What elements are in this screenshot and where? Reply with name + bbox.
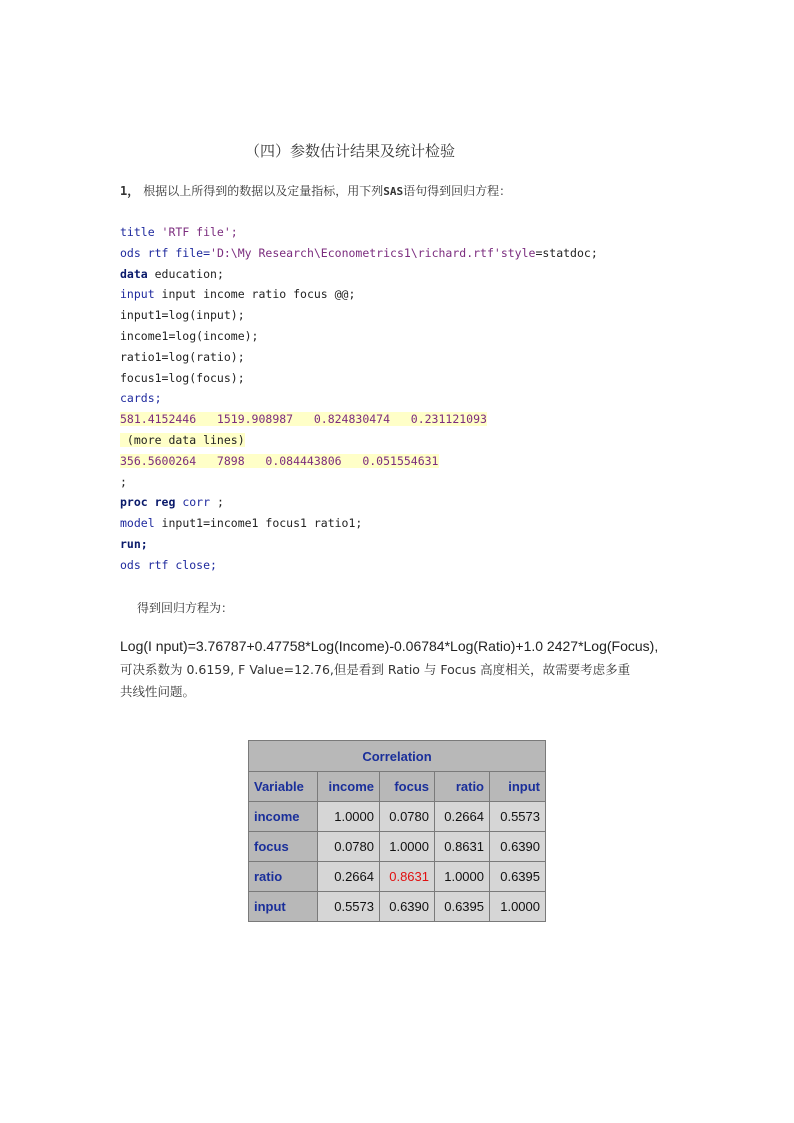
code-keyword: ods rtf close; [120,557,217,572]
section-heading: （四）参数估计结果及统计检验 [245,142,456,160]
code-line-proc [120,492,598,513]
column-header: income [318,772,380,802]
table-cell: 0.5573 [318,892,380,922]
code-keyword: model [120,516,155,531]
code-text: education; [147,266,224,281]
regression-intro: 得到回归方程为： [137,601,234,615]
code-line-input1: input1=log(input); [120,308,245,323]
code-string: 'D:\My Research\Econometrics1\richard.rtf' [210,245,501,260]
table-cell: 0.0780 [318,832,380,862]
code-line-data-row1 [120,409,598,430]
row-header: focus [249,832,318,862]
code-keyword: cards; [120,391,162,406]
column-header: Variable [249,772,318,802]
result-paragraph-line2: 共线性问题。 [120,684,196,699]
table-header-row [249,772,546,802]
table-cell: 0.6390 [490,832,546,862]
code-keyword: style [500,245,536,260]
table-row [249,802,546,832]
code-line-run [120,534,598,555]
intro-paragraph [120,182,511,199]
table-cell: 0.2664 [318,862,380,892]
table-cell: 0.8631 [435,832,490,862]
code-line-title [120,222,598,243]
code-line-more [120,430,598,451]
code-line-semicolon: ; [120,474,127,489]
code-text: ; [210,495,224,510]
code-line-input [120,284,598,305]
table-cell: 0.6395 [490,862,546,892]
result-paragraph-line1: 可决系数为 0.6159, F Value=12.76,但是看到 Ratio 与 Focus 高度相关，故需要考虑多重 [120,662,631,677]
table-cell: 1.0000 [435,862,490,892]
code-line-ods [120,243,598,264]
table-cell: 1.0000 [380,832,435,862]
code-line-close [120,555,598,576]
table-row [249,862,546,892]
table-cell: 0.5573 [490,802,546,832]
code-line-ratio1: ratio1=log(ratio); [120,349,245,364]
code-line-focus1: focus1=log(focus); [120,370,245,385]
sas-code-block [120,222,598,576]
table-title: Correlation [249,741,546,772]
table-cell: 1.0000 [490,892,546,922]
sas-term: SAS [383,185,404,198]
regression-equation: Log(I nput)=3.76787+0.47758*Log(Income)-0.06784*Log(Ratio)+1.0 2427*Log(Focus), [120,638,659,654]
code-keyword: data [120,266,148,281]
table-row [249,892,546,922]
code-line-data-row2 [120,451,598,472]
code-more-lines: (more data lines) [120,432,245,447]
code-data-row: 581.4152446 1519.908987 0.824830474 0.231121093 [120,412,487,427]
code-text: input1=income1 focus1 ratio1; [154,516,363,531]
table-cell: 0.2664 [435,802,490,832]
code-line-income1: income1=log(income); [120,328,259,343]
item-number: 1， [120,184,140,198]
table-cell: 0.6395 [435,892,490,922]
code-line-data [120,264,598,285]
table-cell: 0.6390 [380,892,435,922]
table-cell: 0.0780 [380,802,435,832]
correlation-table [248,740,546,922]
code-keyword: run; [120,536,148,551]
column-header: focus [380,772,435,802]
intro-text-before: 根据以上所得到的数据以及定量指标，用下列 [143,184,384,198]
code-keyword: input [120,287,155,302]
code-line-cards [120,388,598,409]
code-text: =statdoc; [535,245,598,260]
column-header: ratio [435,772,490,802]
code-keyword: title [120,225,155,239]
code-text: input income ratio focus @@; [154,287,356,302]
column-header: input [490,772,546,802]
table-cell-highlighted: 0.8631 [380,862,435,892]
row-header: input [249,892,318,922]
code-keyword: ods rtf file= [120,245,211,260]
row-header: ratio [249,862,318,892]
table-cell: 1.0000 [318,802,380,832]
code-data-row: 356.5600264 7898 0.084443806 0.051554631 [120,453,439,468]
code-string: 'RTF file'; [154,225,238,239]
table-row [249,832,546,862]
row-header: income [249,802,318,832]
code-line-model [120,513,598,534]
code-keyword: corr [175,495,211,510]
code-keyword: proc reg [120,495,176,510]
intro-text-after: 语句得到回归方程： [403,184,512,198]
